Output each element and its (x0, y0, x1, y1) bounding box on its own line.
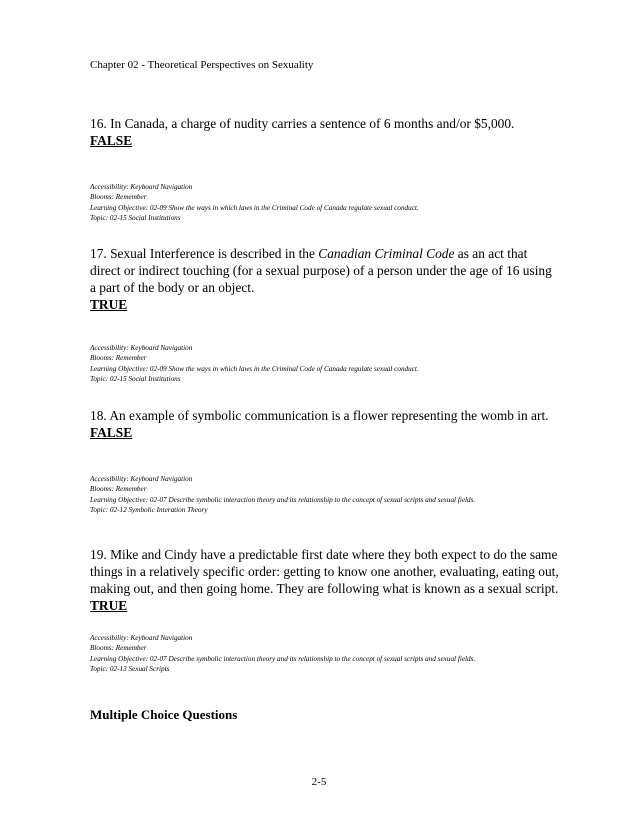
meta-blooms: Blooms: Remember (90, 644, 147, 653)
question-text-part: 17. Sexual Interference is described in the (90, 246, 319, 261)
page-header: Chapter 02 - Theoretical Perspectives on Sexuality (90, 59, 314, 71)
question-19-metadata (90, 633, 590, 674)
meta-learning-objective: Learning Objective: 02-09 Show the ways in which laws in the Criminal Code of Canada regulate sexual conduct. (90, 364, 419, 373)
question-16-metadata (90, 182, 590, 223)
meta-learning-objective: Learning Objective: 02-07 Describe symbolic interaction theory and its relationship to the concept of sexual scripts and sexual fields. (90, 495, 476, 504)
meta-accessibility: Accessibility: Keyboard Navigation (90, 344, 193, 352)
section-title: Multiple Choice Questions (90, 707, 238, 722)
question-text: 19. Mike and Cindy have a predictable first date where they both expect to do the same things in a relatively specific order: getting to know one another, evaluating, eating out, making out, and then going home. They are following what is known as a sexual script. (90, 547, 559, 596)
question-18 (90, 407, 560, 441)
meta-blooms: Blooms: Remember (90, 354, 147, 363)
question-18-metadata (90, 474, 590, 515)
meta-accessibility: Accessibility: Keyboard Navigation (90, 183, 193, 191)
answer-label: TRUE (90, 297, 128, 312)
question-19 (90, 546, 560, 614)
meta-learning-objective: Learning Objective: 02-09 Show the ways in which laws in the Criminal Code of Canada regulate sexual conduct. (90, 203, 419, 212)
meta-topic: Topic: 02-12 Symbolic Interation Theory (90, 505, 208, 514)
meta-accessibility: Accessibility: Keyboard Navigation (90, 475, 193, 483)
page-number: 2-5 (311, 776, 327, 788)
answer-label: TRUE (90, 598, 128, 613)
meta-blooms: Blooms: Remember (90, 193, 147, 202)
answer-label: FALSE (90, 133, 133, 148)
question-text (90, 245, 560, 296)
meta-accessibility: Accessibility: Keyboard Navigation (90, 634, 193, 642)
question-text: 18. An example of symbolic communication is a flower representing the womb in art. (90, 408, 549, 423)
answer-label: FALSE (90, 425, 133, 440)
question-17-metadata (90, 343, 590, 384)
question-17 (90, 245, 560, 313)
meta-blooms: Blooms: Remember (90, 485, 147, 494)
question-16 (90, 115, 560, 149)
meta-learning-objective: Learning Objective: 02-07 Describe symbolic interaction theory and its relationship to the concept of sexual scripts and sexual fields. (90, 654, 476, 663)
question-text-italic: Canadian Criminal Code (318, 246, 455, 261)
question-text: 16. In Canada, a charge of nudity carries a sentence of 6 months and/or $5,000. (90, 116, 515, 131)
meta-topic: Topic: 02-15 Social Institutions (90, 374, 181, 383)
meta-topic: Topic: 02-13 Sexual Scripts (90, 664, 170, 673)
question-text-part: as an act that direct or indirect touching (for a sexual purpose) of a person under the age of 16 using a part of the body or an object. (90, 246, 552, 295)
meta-topic: Topic: 02-15 Social Institutions (90, 213, 181, 222)
